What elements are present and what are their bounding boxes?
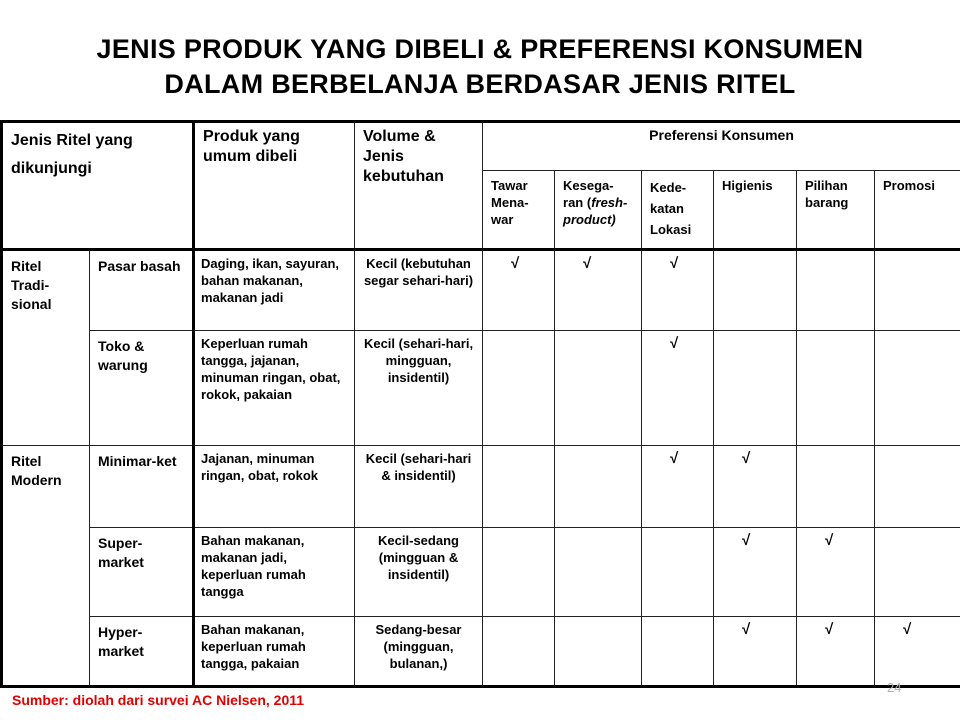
page-title bbox=[0, 32, 960, 102]
preference-cell bbox=[714, 528, 797, 617]
volume: Kecil-sedang (mingguan & insidentil) bbox=[355, 528, 483, 617]
preference-cell bbox=[483, 617, 555, 687]
check-icon: √ bbox=[670, 450, 679, 467]
header-kedekatan-lokasi: Kede-katan Lokasi bbox=[642, 171, 714, 250]
preference-cell bbox=[875, 528, 960, 617]
check-icon: √ bbox=[511, 255, 520, 272]
table-row bbox=[2, 250, 960, 331]
preference-cell bbox=[642, 617, 714, 687]
check-icon: √ bbox=[742, 621, 751, 638]
source-note: Sumber: diolah dari survei AC Nielsen, 2011 bbox=[12, 692, 305, 708]
check-icon: √ bbox=[903, 621, 912, 638]
preference-cell bbox=[483, 446, 555, 528]
preference-cell bbox=[642, 528, 714, 617]
preference-cell bbox=[875, 250, 960, 331]
header-jenis-ritel: Jenis Ritel yang dikunjungi bbox=[2, 122, 194, 250]
preference-cell bbox=[642, 250, 714, 331]
header-pilihan-barang: Pilihan barang bbox=[797, 171, 875, 250]
preference-cell bbox=[483, 250, 555, 331]
preference-cell bbox=[797, 331, 875, 446]
header-preferensi: Preferensi Konsumen bbox=[483, 122, 960, 171]
products: Bahan makanan, makanan jadi, keperluan rumah tangga bbox=[194, 528, 355, 617]
volume: Sedang-besar (mingguan, bulanan,) bbox=[355, 617, 483, 687]
preference-cell bbox=[555, 331, 642, 446]
preference-cell bbox=[555, 446, 642, 528]
retail-table bbox=[0, 120, 960, 688]
check-icon: √ bbox=[742, 450, 751, 467]
preference-cell bbox=[875, 331, 960, 446]
group-label: Ritel Modern bbox=[2, 446, 90, 687]
retail-type: Super-market bbox=[90, 528, 194, 617]
header-higienis: Higienis bbox=[714, 171, 797, 250]
volume: Kecil (kebutuhan segar sehari-hari) bbox=[355, 250, 483, 331]
retail-type: Toko & warung bbox=[90, 331, 194, 446]
volume: Kecil (sehari-hari, mingguan, insidentil) bbox=[355, 331, 483, 446]
kesegaran-label: Kesega-ran ( bbox=[563, 178, 614, 210]
table-row bbox=[2, 617, 960, 687]
retail-type: Hyper-market bbox=[90, 617, 194, 687]
header-promosi: Promosi bbox=[875, 171, 960, 250]
check-icon: √ bbox=[825, 532, 834, 549]
products: Bahan makanan, keperluan rumah tangga, pakaian bbox=[194, 617, 355, 687]
table-row bbox=[2, 446, 960, 528]
fresh-product-label: fresh-product) bbox=[563, 195, 628, 227]
products: Keperluan rumah tangga, jajanan, minuman ringan, obat, rokok, pakaian bbox=[194, 331, 355, 446]
preference-cell bbox=[714, 446, 797, 528]
preference-cell bbox=[797, 250, 875, 331]
header-volume: Volume & Jenis kebutuhan bbox=[355, 122, 483, 250]
retail-type: Minimar-ket bbox=[90, 446, 194, 528]
check-icon: √ bbox=[825, 621, 834, 638]
check-icon: √ bbox=[670, 335, 679, 352]
title-line-2: DALAM BERBELANJA BERDASAR JENIS RITEL bbox=[164, 69, 796, 99]
header-tawar-menawar: Tawar Mena-war bbox=[483, 171, 555, 250]
page-number: 24 bbox=[887, 680, 902, 695]
header-kesegaran bbox=[555, 171, 642, 250]
preference-cell bbox=[642, 446, 714, 528]
preference-cell bbox=[797, 528, 875, 617]
preference-cell bbox=[714, 617, 797, 687]
preference-cell bbox=[483, 331, 555, 446]
check-icon: √ bbox=[742, 532, 751, 549]
table-row bbox=[2, 528, 960, 617]
group-label: Ritel Tradi-sional bbox=[2, 250, 90, 446]
header-produk: Produk yang umum dibeli bbox=[194, 122, 355, 250]
preference-cell bbox=[714, 250, 797, 331]
products: Daging, ikan, sayuran, bahan makanan, makanan jadi bbox=[194, 250, 355, 331]
preference-cell bbox=[875, 446, 960, 528]
preference-cell bbox=[642, 331, 714, 446]
title-line-1: JENIS PRODUK YANG DIBELI & PREFERENSI KONSUMEN bbox=[96, 34, 864, 64]
check-icon: √ bbox=[670, 255, 679, 272]
retail-type: Pasar basah bbox=[90, 250, 194, 331]
preference-cell bbox=[555, 617, 642, 687]
check-icon: √ bbox=[583, 255, 592, 272]
preference-cell bbox=[797, 446, 875, 528]
preference-cell bbox=[875, 617, 960, 687]
preference-cell bbox=[555, 528, 642, 617]
volume: Kecil (sehari-hari & insidentil) bbox=[355, 446, 483, 528]
preference-cell bbox=[555, 250, 642, 331]
table-row bbox=[2, 331, 960, 446]
preference-cell bbox=[797, 617, 875, 687]
preference-cell bbox=[714, 331, 797, 446]
preference-cell bbox=[483, 528, 555, 617]
products: Jajanan, minuman ringan, obat, rokok bbox=[194, 446, 355, 528]
